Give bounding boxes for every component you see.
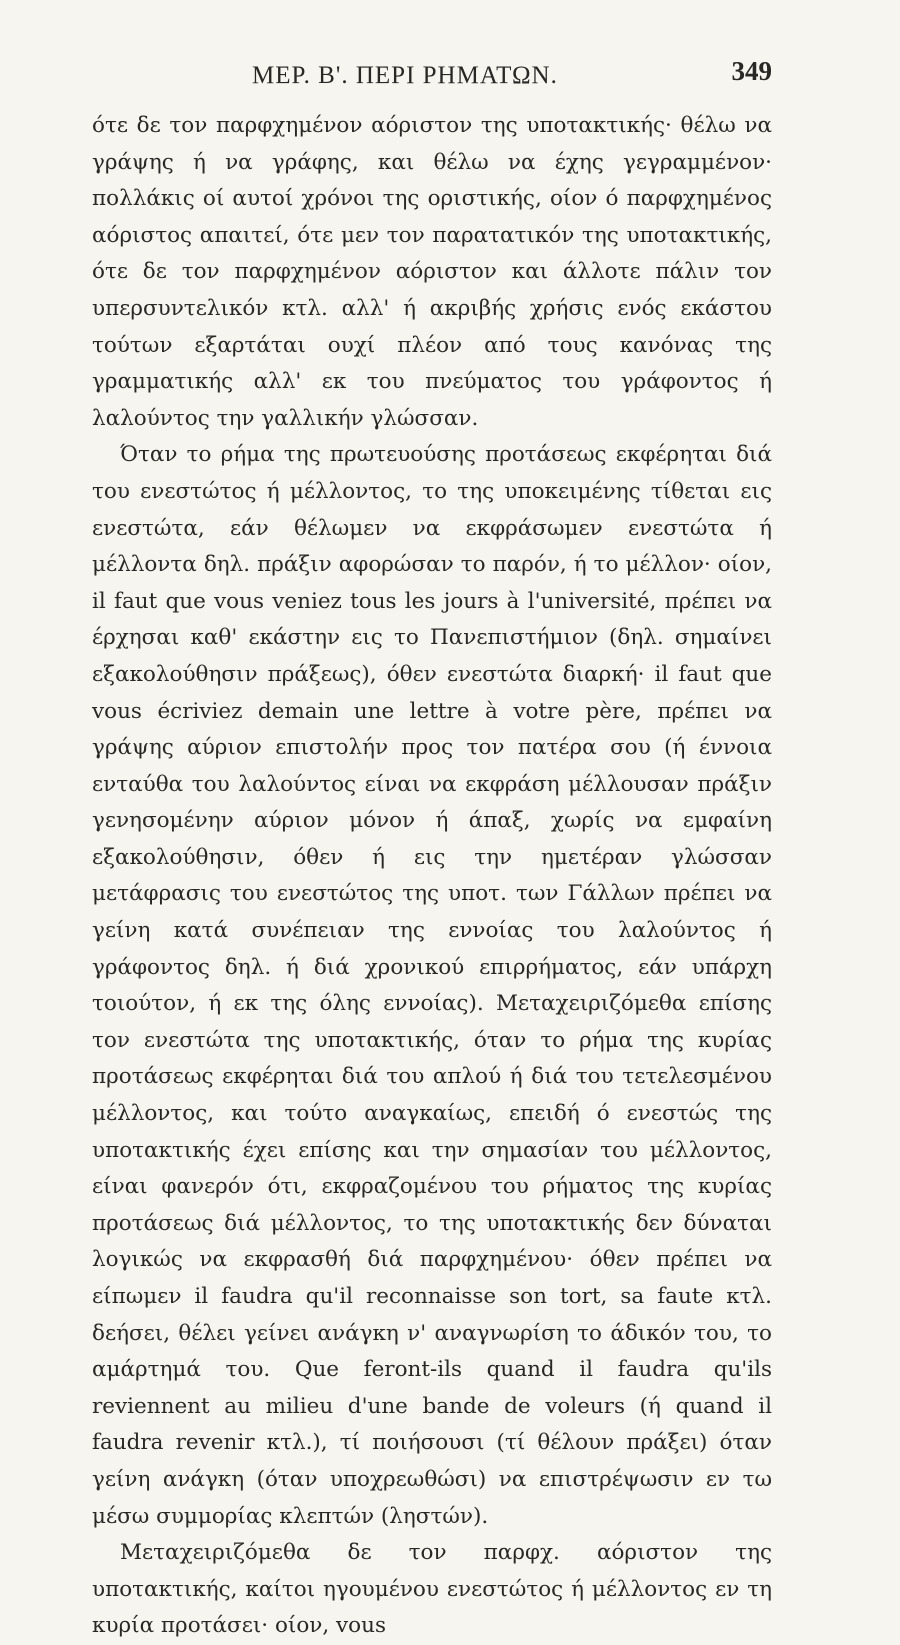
page-header [92, 52, 772, 108]
page-number: 349 [731, 56, 772, 86]
body-text [92, 108, 772, 1645]
running-title: ΜΕΡ. Β'. ΠΕΡΙ ΡΗΜΑΤΩΝ. [252, 62, 558, 89]
paragraph-present-future-rule: Όταν το ρήμα της πρωτευούσης προτάσεως εκφέρηται διά του ενεστώτος ή μέλλοντος, το της υποκειμένης τίθεται εις ενεστώτα, εάν θέλωμεν να εκφράσωμεν ενεστώτα ή μέλλοντα δηλ. πράξιν αφορώσαν το παρόν, ή το μέλλον· οίον, il faut que vous veniez tous les jours à l'université, πρέπει να έρχησαι καθ' εκάστην εις το Πανεπιστήμιον (δηλ. σημαίνει εξακολούθησιν πράξεως), όθεν ενεστώτα διαρκή· il faut que vous écriviez demain une lettre à votre père, πρέπει να γράψης αύριον επιστολήν προς τον πατέρα σου (ή έννοια ενταύθα του λαλούντος είναι να εκφράση μέλλουσαν πράξιν γενησομένην αύριον μόνον ή άπαξ, χωρίς να εμφαίνη εξακολούθησιν, όθεν ή εις την ημετέραν γλώσσαν μετάφρασις του ενεστώτος της υποτ. των Γάλλων πρέπει να γείνη κατά συνέπειαν της εννοίας του λαλούντος ή γράφοντος δηλ. ή διά χρονικού επιρρήματος, εάν υπάρχη τοιούτον, ή εκ της όλης εννοίας). Μεταχειριζόμεθα επίσης τον ενεστώτα της υποτακτικής, όταν το ρήμα της κυρίας προτάσεως εκφέρηται διά του απλού ή διά του τετελεσμένου μέλλοντος, και τούτο αναγκαίως, επειδή ό ενεστώς της υποτακτικής έχει επίσης και την σημασίαν του μέλλοντος, είναι φανερόν ότι, εκφραζομένου του ρήματος της κυρίας προτάσεως διά μέλλοντος, το της υποτακτικής δεν δύναται λογικώς να εκφρασθή διά παρφχημένου· όθεν πρέπει να είπωμεν il faudra qu'il reconnaisse son tort, sa faute κτλ. δεήσει, θέλει γείνει ανάγκη ν' αναγνωρίση το άδικόν του, το αμάρτημά του. Que feront-ils quand il faudra qu'ils reviennent au milieu d'une bande de voleurs (ή quand il faudra revenir κτλ.), τί ποιήσουσι (τί θέλουν πράξει) όταν γείνη ανάγκη (όταν υποχρεωθώσι) να επιστρέψωσιν εν τω μέσω συμμορίας κλεπτών (ληστών). [92, 442, 772, 1529]
paragraph-aorist-subjunctive: Μεταχειριζόμεθα δε τον παρφχ. αόριστον της υποτακτικής, καίτοι ηγουμένου ενεστώτος ή μέλλοντος εν τη κυρία προτάσει· οίον, vous [92, 1540, 772, 1639]
paragraph-continuation: ότε δε τον παρφχημένον αόριστον της υποτακτικής· θέλω να γράψης ή να γράφης, και θέλω να έχης γεγραμμένον· πολλάκις οί αυτοί χρόνοι της οριστικής, οίον ό παρφχημένος αόριστος απαιτεί, ότε μεν τον παρατατικόν της υποτακτικής, ότε δε τον παρφχημένον αόριστον και άλλοτε πάλιν τον υπερσυντελικόν κτλ. αλλ' ή ακριβής χρήσις ενός εκάστου τούτων εξαρτάται ουχί πλέον από τους κανόνας της γραμματικής αλλ' εκ του πνεύματος του γράφοντος ή λαλούντος την γαλλικήν γλώσσαν. [92, 113, 772, 431]
